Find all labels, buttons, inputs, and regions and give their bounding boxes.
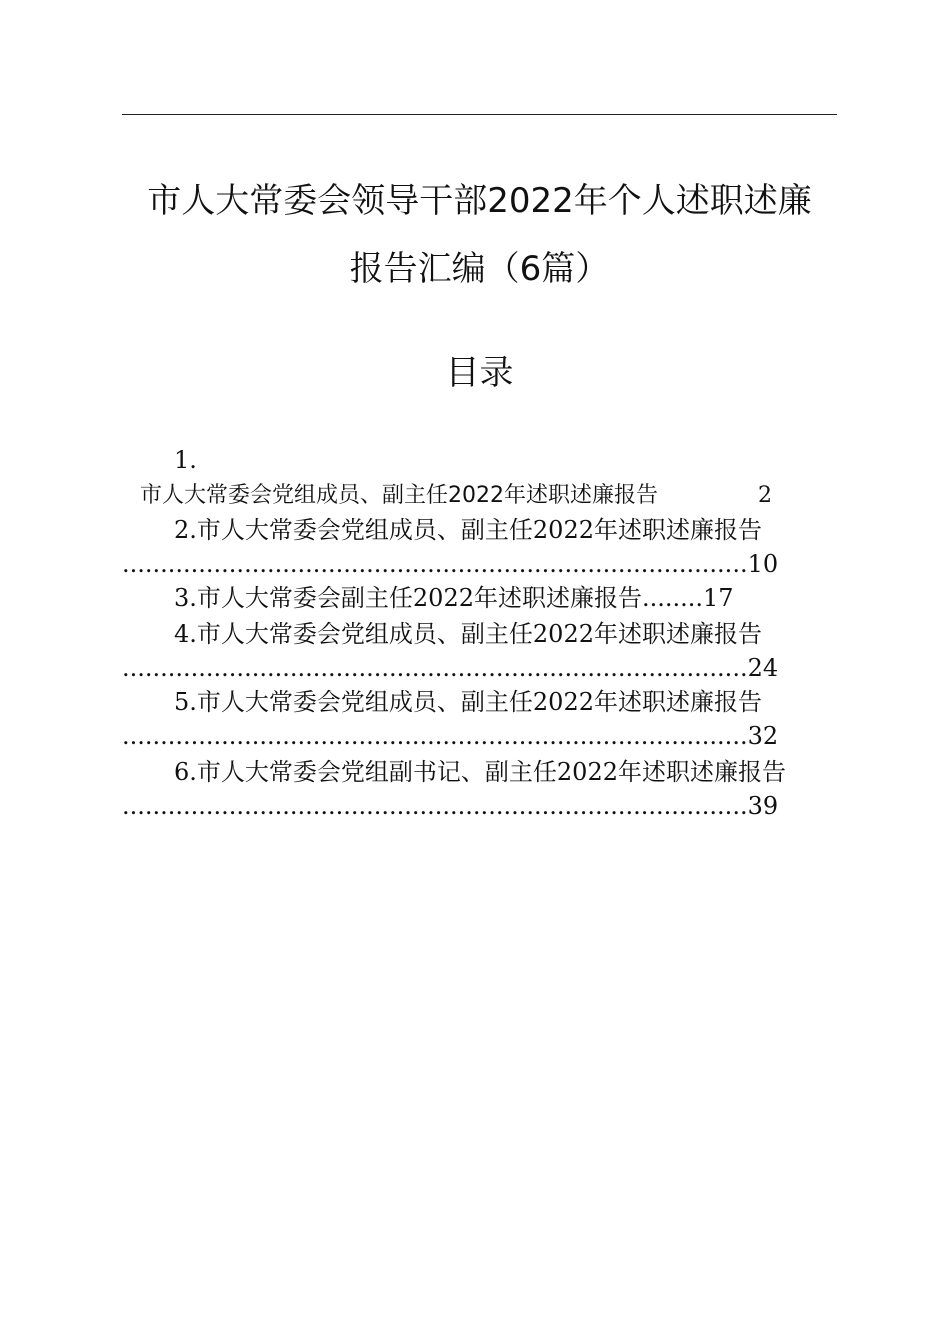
toc-leader-dots: ........ (641, 584, 704, 612)
toc-heading: 目录 (445, 353, 514, 393)
toc-entry-2-text: 市人大常委会党组成员、副主任2022年述职述廉报告 (196, 516, 762, 544)
toc-entry-2-page: 10 (747, 550, 779, 578)
toc-leader-dots: .................................................................................. (122, 550, 748, 578)
toc-entry-4[interactable] (174, 618, 762, 650)
toc-entry-5-number: 5. (174, 688, 197, 716)
toc-entry-1-number: 1. (174, 446, 197, 474)
document-title-line2: 报告汇编（6篇） (349, 249, 610, 289)
toc-entry-4-number: 4. (174, 620, 197, 648)
toc-entry-6-number: 6. (174, 758, 197, 786)
toc-entry-6-text: 市人大常委会党组副书记、副主任2022年述职述廉报告 (196, 758, 786, 786)
toc-leader-dots: .................................................................................. (122, 654, 748, 682)
toc-entry-3-number: 3. (174, 584, 197, 612)
document-title-line1: 市人大常委会领导干部2022年个人述职述廉 (147, 181, 812, 221)
toc-entry-2[interactable] (174, 514, 762, 546)
toc-entry-1-page[interactable]: 2 (758, 483, 772, 508)
header-rule (122, 114, 837, 115)
toc-leader-dots: .................................................................................. (122, 722, 748, 750)
toc-entry-4-text: 市人大常委会党组成员、副主任2022年述职述廉报告 (196, 620, 762, 648)
toc-leader-dots: .................................................................................. (122, 792, 748, 820)
toc-entry-3[interactable] (174, 582, 734, 614)
toc-entry-5-leader (122, 720, 778, 752)
toc-entry-5-text: 市人大常委会党组成员、副主任2022年述职述廉报告 (196, 688, 762, 716)
toc-entry-2-number: 2. (174, 516, 197, 544)
toc-entry-5-page: 32 (747, 722, 779, 750)
toc-entry-3-page: 17 (703, 584, 734, 612)
toc-entry-4-leader (122, 652, 778, 684)
toc-entry-6-leader (122, 790, 778, 822)
toc-entry-5[interactable] (174, 686, 762, 718)
toc-entry-2-leader (122, 548, 778, 580)
toc-entry-6-page: 39 (747, 792, 779, 820)
toc-entry-3-text: 市人大常委会副主任2022年述职述廉报告 (196, 584, 642, 612)
toc-entry-1-text[interactable]: 市人大常委会党组成员、副主任2022年述职述廉报告 (140, 483, 658, 508)
toc-entry-4-page: 24 (747, 654, 779, 682)
toc-entry-6[interactable] (174, 756, 786, 788)
